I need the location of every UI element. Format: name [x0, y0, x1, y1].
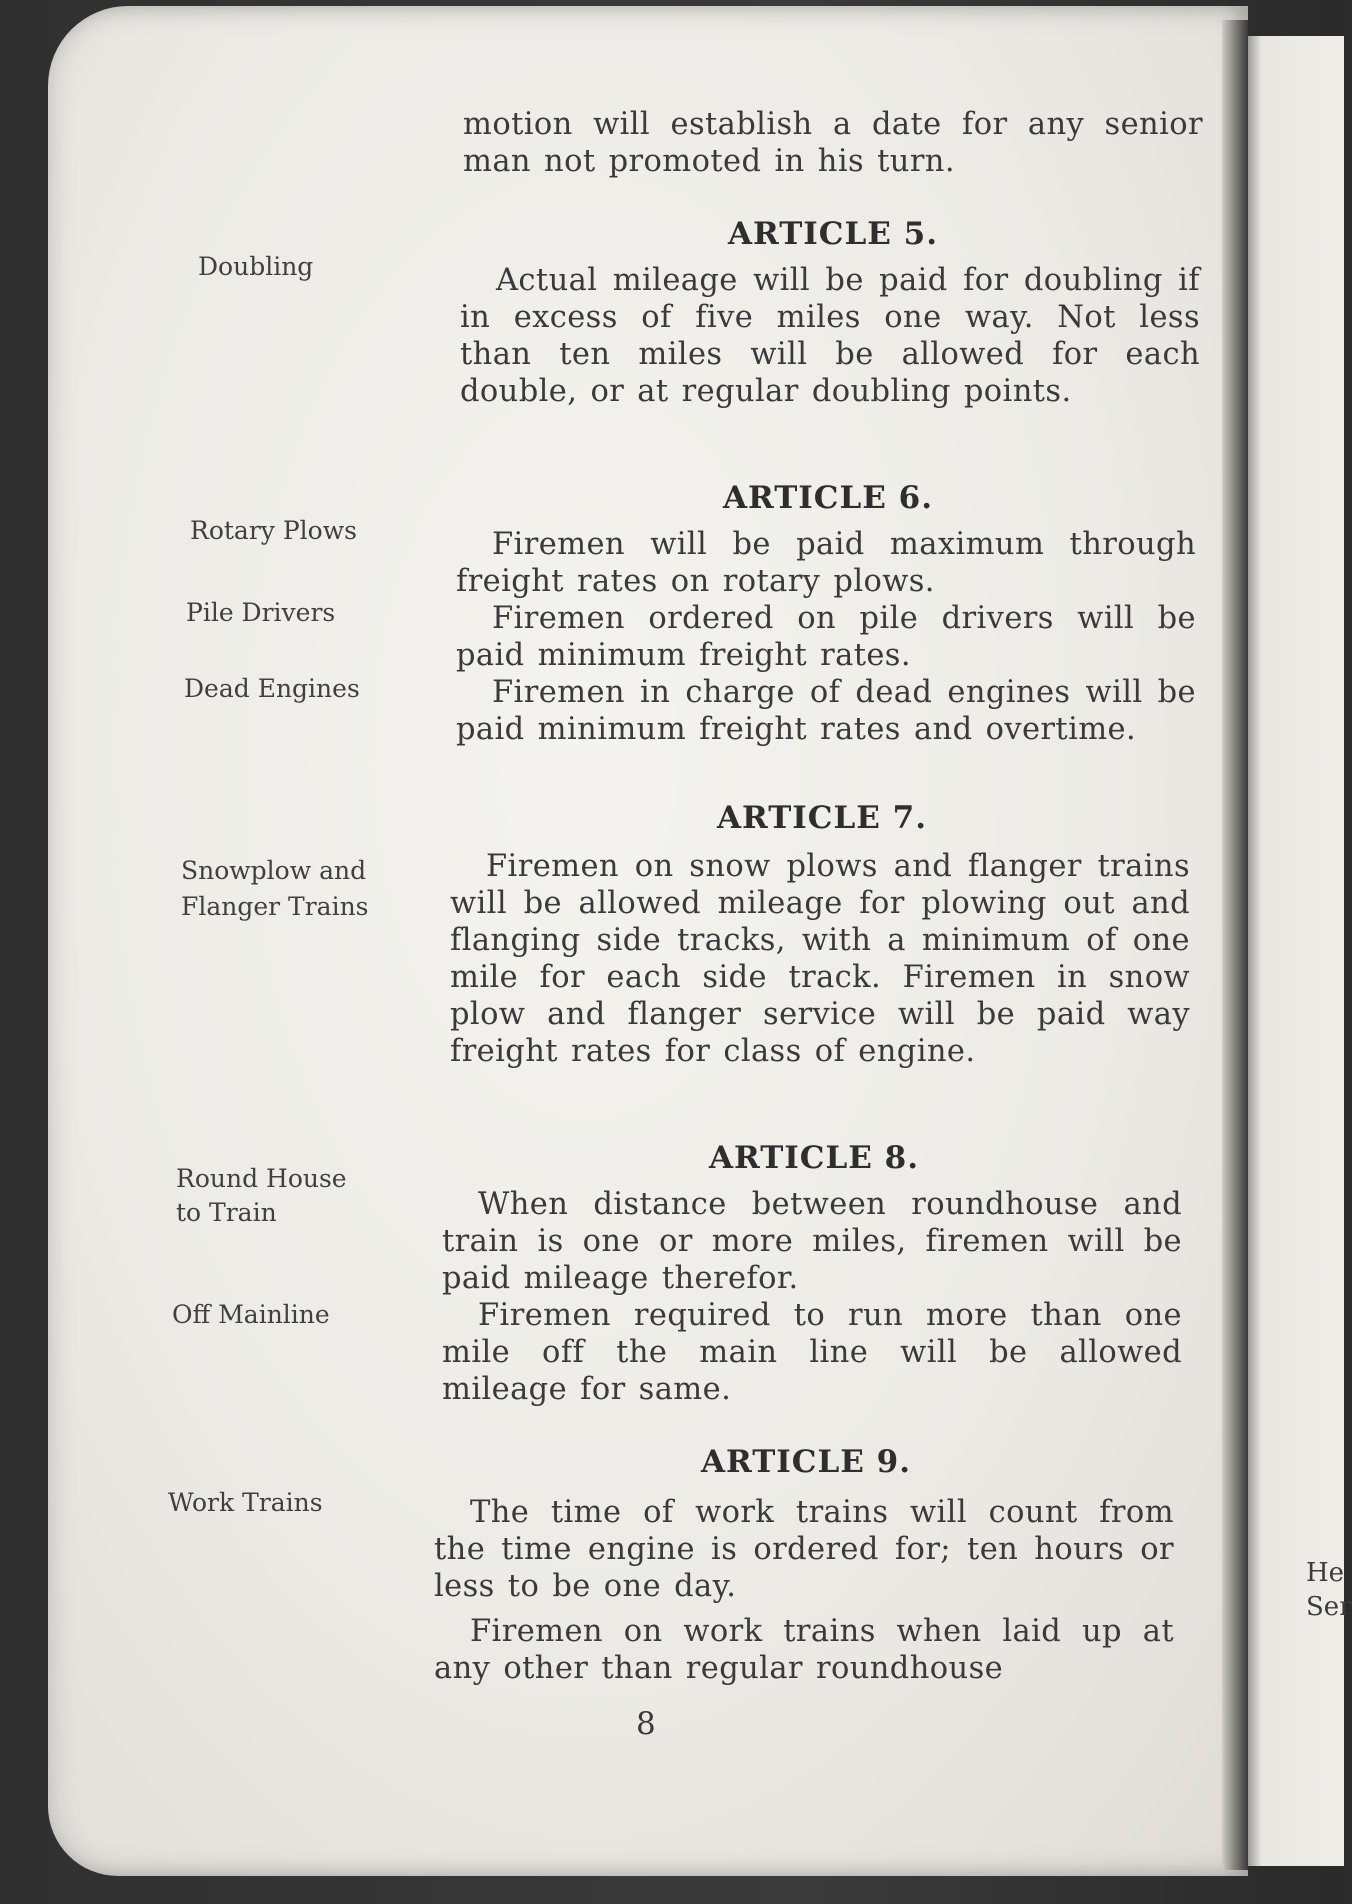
margin-note-to-train: to Train: [176, 1198, 277, 1227]
continuation-paragraph: motion will establish a date for any senior man not promoted in his turn.: [463, 107, 1203, 179]
margin-note-off-mainline: Off Mainline: [172, 1300, 330, 1329]
article-5-body: [460, 262, 1200, 410]
article-8-paragraph-mainline: Firemen required to run more than one mile off the main line will be allowed mileage for same.: [442, 1298, 1182, 1407]
margin-note-round-house: Round House: [176, 1164, 347, 1193]
article-8-body: [442, 1186, 1182, 1408]
article-8-paragraph-roundhouse: When distance between roundhouse and train is one or more miles, firemen will be paid mileage therefor.: [442, 1187, 1182, 1296]
article-5-paragraph: Actual mileage will be paid for doubling if in excess of five miles one way. Not less than ten miles will be allowed for each double, or at regular doubling points.: [460, 263, 1200, 409]
margin-note-flanger-trains: Flanger Trains: [181, 892, 369, 921]
article-9-heading: ARTICLE 9.: [700, 1444, 912, 1480]
page-number: 8: [636, 1706, 656, 1742]
margin-note-work-trains: Work Trains: [168, 1488, 323, 1517]
article-5-heading: ARTICLE 5.: [727, 216, 939, 252]
margin-note-pile-drivers: Pile Drivers: [186, 598, 336, 627]
next-page-edge: [1248, 36, 1352, 1866]
next-page-fragment: Ser: [1306, 1592, 1352, 1622]
article-7-body: [450, 848, 1190, 1070]
article-6-heading: ARTICLE 6.: [722, 480, 934, 516]
margin-note-snowplow: Snowplow and: [181, 856, 367, 885]
margin-note-rotary-plows: Rotary Plows: [190, 516, 357, 545]
article-6-body: [456, 526, 1196, 748]
article-8-heading: ARTICLE 8.: [708, 1140, 920, 1176]
article-9-paragraph-laid-up: Firemen on work trains when laid up at any other than regular roundhouse: [434, 1614, 1174, 1686]
next-page-fragment: He: [1306, 1558, 1345, 1588]
article-6-paragraph-dead: Firemen in charge of dead engines will be paid minimum freight rates and overtime.: [456, 675, 1196, 747]
page-edge-shadow: [1222, 20, 1248, 1870]
article-7-heading: ARTICLE 7.: [716, 800, 928, 836]
article-6-paragraph-pile: Firemen ordered on pile drivers will be paid minimum freight rates.: [456, 601, 1196, 673]
article-6-paragraph-rotary: Firemen will be paid maximum through freight rates on rotary plows.: [456, 527, 1196, 599]
margin-note-dead-engines: Dead Engines: [184, 674, 360, 703]
book-page: [48, 6, 1248, 1876]
margin-note-doubling: Doubling: [198, 252, 314, 281]
article-7-paragraph: Firemen on snow plows and flanger trains will be allowed mileage for plowing out and flanging side tracks, with a minimum of one mile for each side track. Firemen in snow plow and flanger service will be paid way freight rates for class of engine.: [450, 849, 1190, 1069]
article-9-paragraph-time: The time of work trains will count from the time engine is ordered for; ten hours or less to be one day.: [434, 1495, 1174, 1604]
article-9-body: [434, 1494, 1174, 1687]
